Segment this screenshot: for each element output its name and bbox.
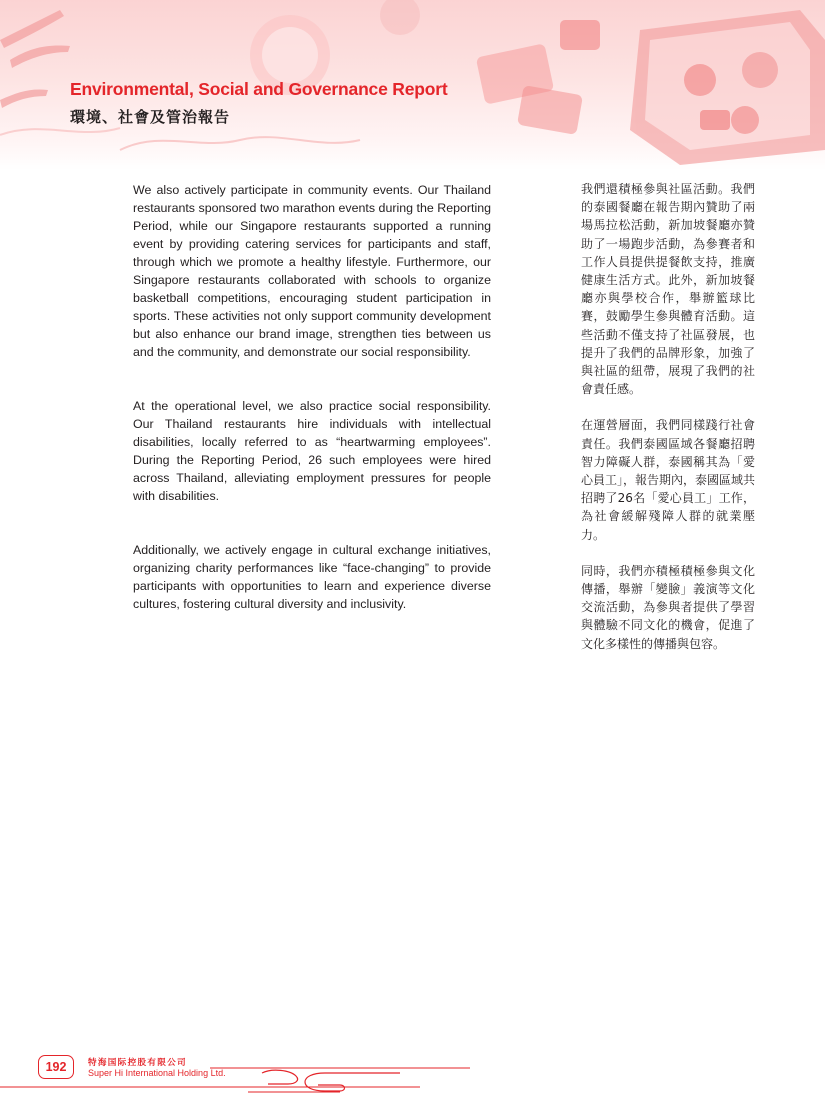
header-banner: [0, 0, 825, 170]
paragraph-community-events-en: We also actively participate in community events. Our Thailand restaurants sponsored two marathon events during the Reporting Period, while our Singapore restaurants supported a running event by providing catering services for participants and staff, through which we promote a healthy lifestyle. Furthermore, our Singapore restaurants collaborated with schools to organize basketball competitions, encouraging student participation in sports. These activities not only support community development but also enhance our brand image, strengthen ties between us and the community, and demonstrate our social responsibility.: [133, 183, 491, 359]
report-title-en: Environmental, Social and Governance Report: [70, 79, 448, 99]
paragraph-operational-zh: 在運營層面，我們同樣踐行社會責任。我們泰國區域各餐廳招聘智力障礙人群，泰國稱其為「愛心員工」，報告期內，泰國區域共招聘了26名「愛心員工」工作，為社會緩解殘障人群的就業壓力。: [581, 418, 756, 542]
paragraph-cultural-exchange-en: Additionally, we actively engage in cultural exchange initiatives, organizing charity performances like “face-changing” to provide participants with opportunities to learn and experience diverse cultures, fostering cultural diversity and inclusivity.: [133, 543, 491, 611]
footer-decoration: [0, 1040, 825, 1120]
english-column: [133, 181, 491, 649]
report-title-zh: 環境、社會及管治報告: [70, 108, 231, 126]
paragraph-cultural-exchange-zh: 同時，我們亦積極積極參與文化傳播，舉辦「變臉」義演等文化交流活動，為參與者提供了學習與體驗不同文化的機會，促進了文化多樣性的傳播與包容。: [581, 563, 755, 651]
page-number-badge: 192: [38, 1055, 74, 1079]
chinese-column: [581, 180, 755, 671]
paragraph-community-events-zh: 我們還積極參與社區活動。我們的泰國餐廳在報告期內贊助了兩場馬拉松活動，新加坡餐廳亦贊助了一場跑步活動，為參賽者和工作人員提供提餐飲支持，推廣健康生活方式。此外，新加坡餐廳亦與學校合作，舉辦籃球比賽，鼓勵學生參與體育活動。這些活動不僅支持了社區發展，也提升了我們的品牌形象，加強了與社區的紐帶，展現了我們的社會責任感。: [581, 182, 755, 397]
company-name-en: Super Hi International Holding Ltd.: [88, 1068, 226, 1078]
company-name-zh: 特海国际控股有限公司: [88, 1058, 187, 1068]
paragraph-operational-en: At the operational level, we also practice social responsibility. Our Thailand restaurants hire individuals with intellectual disabilities, locally referred to as “heartwarming employees”. During the Reporting Period, 26 such employees were hired across Thailand, alleviating employment pressures for people with disabilities.: [133, 399, 491, 503]
